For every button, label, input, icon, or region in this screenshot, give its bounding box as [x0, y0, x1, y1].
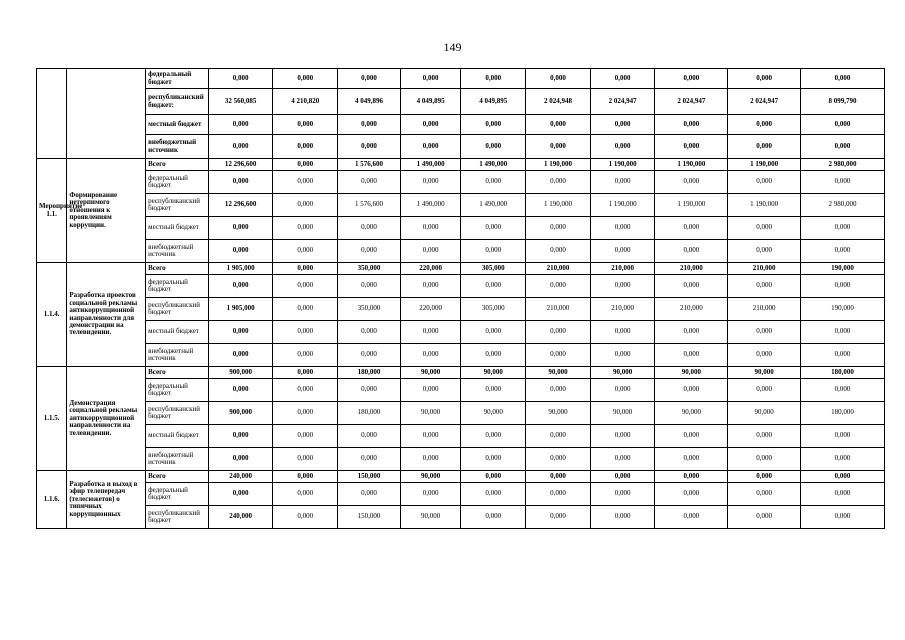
source-cell: внебюджетный источник: [146, 240, 209, 263]
value-cell: 0,000: [655, 135, 728, 159]
value-cell: 0,000: [208, 240, 273, 263]
value-cell: 1 190,000: [728, 159, 801, 171]
value-cell: 4 210,820: [273, 89, 338, 115]
value-cell: 0,000: [273, 159, 338, 171]
value-cell: 0,000: [461, 344, 526, 367]
value-cell: 90,000: [526, 367, 591, 379]
value-cell: 90,000: [728, 402, 801, 425]
value-cell: 12 296,600: [208, 159, 273, 171]
value-cell: 12 296,600: [208, 194, 273, 217]
value-cell: 0,000: [655, 506, 728, 529]
group-title-cell: Демонстрация социальной рекламы антикоррупционной направленности на телевидении.: [67, 367, 146, 471]
value-cell: 0,000: [461, 425, 526, 448]
value-cell: 900,000: [208, 367, 273, 379]
table-row: [37, 344, 885, 367]
value-cell: 0,000: [800, 471, 884, 483]
value-cell: 32 560,085: [208, 89, 273, 115]
value-cell: 2 024,947: [655, 89, 728, 115]
table-row: [37, 379, 885, 402]
value-cell: 0,000: [655, 448, 728, 471]
value-cell: 90,000: [461, 367, 526, 379]
group-title-cell: Разработка проектов социальной рекламы антикоррупционной направленности для демонстрации на телевидении.: [67, 263, 146, 367]
value-cell: 210,000: [728, 263, 801, 275]
table-row: [37, 367, 885, 379]
group-title-cell: Разработка и выход в эфир телепередач (телесюжетов) о типичных коррупционных: [67, 471, 146, 529]
value-cell: 0,000: [273, 275, 338, 298]
value-cell: 1 190,000: [590, 194, 655, 217]
value-cell: 0,000: [728, 344, 801, 367]
value-cell: 0,000: [526, 135, 591, 159]
source-cell: местный бюджет: [146, 115, 209, 135]
table-row: [37, 115, 885, 135]
value-cell: 4 049,895: [400, 89, 461, 115]
value-cell: 0,000: [800, 506, 884, 529]
source-cell: федеральный бюджет: [146, 379, 209, 402]
value-cell: 0,000: [728, 321, 801, 344]
table-row: [37, 194, 885, 217]
value-cell: 90,000: [655, 402, 728, 425]
value-cell: 0,000: [400, 344, 461, 367]
source-cell: республиканский бюджет: [146, 298, 209, 321]
value-cell: 0,000: [208, 171, 273, 194]
value-cell: 240,000: [208, 471, 273, 483]
value-cell: 0,000: [526, 171, 591, 194]
value-cell: 210,000: [526, 298, 591, 321]
value-cell: 0,000: [273, 344, 338, 367]
value-cell: 0,000: [461, 483, 526, 506]
value-cell: 180,000: [800, 367, 884, 379]
value-cell: 0,000: [800, 425, 884, 448]
value-cell: 0,000: [400, 217, 461, 240]
value-cell: 0,000: [400, 171, 461, 194]
table-row: [37, 159, 885, 171]
value-cell: 0,000: [590, 69, 655, 89]
value-cell: 90,000: [400, 367, 461, 379]
table-row: [37, 240, 885, 263]
value-cell: 2 024,947: [728, 89, 801, 115]
value-cell: 0,000: [273, 471, 338, 483]
value-cell: 0,000: [461, 135, 526, 159]
value-cell: 0,000: [273, 506, 338, 529]
value-cell: 0,000: [338, 448, 401, 471]
value-cell: 0,000: [273, 298, 338, 321]
table-row: [37, 506, 885, 529]
value-cell: 0,000: [800, 217, 884, 240]
value-cell: 150,000: [338, 506, 401, 529]
value-cell: 0,000: [526, 379, 591, 402]
value-cell: 0,000: [273, 379, 338, 402]
value-cell: 0,000: [728, 69, 801, 89]
group-code-cell: 1.1.5.: [37, 367, 67, 471]
value-cell: 0,000: [800, 344, 884, 367]
value-cell: 210,000: [655, 298, 728, 321]
value-cell: 90,000: [400, 471, 461, 483]
source-cell: федеральный бюджет: [146, 483, 209, 506]
source-cell: республиканский бюджет: [146, 194, 209, 217]
value-cell: 0,000: [461, 506, 526, 529]
value-cell: 0,000: [728, 171, 801, 194]
value-cell: 1 190,000: [655, 159, 728, 171]
value-cell: 90,000: [400, 506, 461, 529]
value-cell: 0,000: [800, 135, 884, 159]
value-cell: 0,000: [526, 115, 591, 135]
value-cell: 90,000: [728, 367, 801, 379]
value-cell: 0,000: [728, 506, 801, 529]
value-cell: 0,000: [728, 483, 801, 506]
value-cell: 2 024,948: [526, 89, 591, 115]
value-cell: 0,000: [208, 275, 273, 298]
source-cell: местный бюджет: [146, 321, 209, 344]
value-cell: 1 905,000: [208, 298, 273, 321]
value-cell: 0,000: [590, 379, 655, 402]
value-cell: 0,000: [728, 240, 801, 263]
value-cell: 0,000: [590, 448, 655, 471]
value-cell: 0,000: [526, 506, 591, 529]
source-cell: местный бюджет: [146, 425, 209, 448]
value-cell: 0,000: [526, 275, 591, 298]
source-cell: федеральный бюджет: [146, 69, 209, 89]
table-row: [37, 69, 885, 89]
value-cell: 90,000: [590, 402, 655, 425]
value-cell: 0,000: [338, 425, 401, 448]
value-cell: 0,000: [728, 471, 801, 483]
value-cell: 0,000: [655, 321, 728, 344]
value-cell: 0,000: [655, 483, 728, 506]
value-cell: 2 980,000: [800, 194, 884, 217]
value-cell: 0,000: [655, 471, 728, 483]
value-cell: 1 490,000: [400, 194, 461, 217]
table-row: [37, 471, 885, 483]
value-cell: 0,000: [800, 483, 884, 506]
value-cell: 0,000: [461, 171, 526, 194]
value-cell: 180,000: [338, 402, 401, 425]
value-cell: 0,000: [655, 69, 728, 89]
table-row: [37, 217, 885, 240]
value-cell: 0,000: [800, 69, 884, 89]
value-cell: 0,000: [273, 194, 338, 217]
value-cell: 1 190,000: [590, 159, 655, 171]
value-cell: 0,000: [526, 217, 591, 240]
value-cell: 90,000: [400, 402, 461, 425]
value-cell: 0,000: [273, 321, 338, 344]
value-cell: 0,000: [461, 379, 526, 402]
value-cell: 0,000: [526, 471, 591, 483]
value-cell: 0,000: [655, 240, 728, 263]
value-cell: 0,000: [338, 69, 401, 89]
value-cell: 0,000: [590, 425, 655, 448]
value-cell: 0,000: [208, 69, 273, 89]
value-cell: 4 049,895: [461, 89, 526, 115]
value-cell: 0,000: [590, 483, 655, 506]
group-code-cell: 1.1.4.: [37, 263, 67, 367]
value-cell: 1 190,000: [655, 194, 728, 217]
source-cell: федеральный бюджет: [146, 171, 209, 194]
table-row: [37, 298, 885, 321]
value-cell: 0,000: [526, 483, 591, 506]
group-code-cell: 1.1.6.: [37, 471, 67, 529]
value-cell: 0,000: [655, 171, 728, 194]
value-cell: 0,000: [208, 135, 273, 159]
source-cell: местный бюджет: [146, 217, 209, 240]
source-cell: внебюджетный источник: [146, 344, 209, 367]
source-cell: Всего: [146, 263, 209, 275]
value-cell: 0,000: [590, 115, 655, 135]
table-row: [37, 321, 885, 344]
value-cell: 0,000: [590, 171, 655, 194]
value-cell: 0,000: [526, 448, 591, 471]
value-cell: 0,000: [655, 344, 728, 367]
value-cell: 0,000: [208, 379, 273, 402]
source-cell: республиканский бюджет:: [146, 89, 209, 115]
table-row: [37, 135, 885, 159]
budget-table: [36, 68, 885, 529]
value-cell: 0,000: [273, 448, 338, 471]
value-cell: 0,000: [461, 217, 526, 240]
value-cell: 210,000: [655, 263, 728, 275]
value-cell: 0,000: [208, 483, 273, 506]
value-cell: 180,000: [338, 367, 401, 379]
value-cell: 0,000: [655, 379, 728, 402]
source-cell: Всего: [146, 159, 209, 171]
value-cell: 0,000: [400, 115, 461, 135]
value-cell: 0,000: [728, 448, 801, 471]
value-cell: 2 980,000: [800, 159, 884, 171]
value-cell: 0,000: [338, 321, 401, 344]
value-cell: 0,000: [461, 321, 526, 344]
value-cell: 0,000: [461, 115, 526, 135]
source-cell: внебюджетный источник: [146, 448, 209, 471]
value-cell: 0,000: [590, 217, 655, 240]
value-cell: 0,000: [655, 115, 728, 135]
value-cell: 0,000: [400, 425, 461, 448]
value-cell: 0,000: [400, 379, 461, 402]
value-cell: 1 190,000: [526, 159, 591, 171]
value-cell: 0,000: [728, 379, 801, 402]
source-cell: республиканский бюджет: [146, 506, 209, 529]
value-cell: 190,000: [800, 263, 884, 275]
value-cell: 0,000: [400, 135, 461, 159]
value-cell: 0,000: [728, 425, 801, 448]
value-cell: 0,000: [655, 425, 728, 448]
value-cell: 0,000: [526, 240, 591, 263]
value-cell: 210,000: [590, 298, 655, 321]
value-cell: 0,000: [338, 240, 401, 263]
value-cell: 0,000: [800, 321, 884, 344]
source-cell: республиканский бюджет: [146, 402, 209, 425]
value-cell: 90,000: [461, 402, 526, 425]
value-cell: 0,000: [338, 217, 401, 240]
value-cell: 0,000: [526, 425, 591, 448]
value-cell: 0,000: [338, 115, 401, 135]
value-cell: 0,000: [728, 275, 801, 298]
value-cell: 0,000: [208, 115, 273, 135]
value-cell: 0,000: [273, 402, 338, 425]
value-cell: 0,000: [208, 344, 273, 367]
value-cell: 0,000: [400, 240, 461, 263]
source-cell: Всего: [146, 367, 209, 379]
value-cell: 0,000: [800, 240, 884, 263]
value-cell: 1 190,000: [526, 194, 591, 217]
value-cell: 0,000: [273, 240, 338, 263]
value-cell: 0,000: [208, 321, 273, 344]
value-cell: 0,000: [273, 135, 338, 159]
value-cell: 1 490,000: [461, 194, 526, 217]
value-cell: 0,000: [526, 69, 591, 89]
table-row: [37, 425, 885, 448]
value-cell: 0,000: [400, 448, 461, 471]
value-cell: 0,000: [590, 135, 655, 159]
source-cell: Всего: [146, 471, 209, 483]
value-cell: 0,000: [338, 275, 401, 298]
value-cell: 4 049,896: [338, 89, 401, 115]
value-cell: 0,000: [208, 448, 273, 471]
value-cell: 2 024,947: [590, 89, 655, 115]
value-cell: 1 490,000: [461, 159, 526, 171]
value-cell: 0,000: [273, 217, 338, 240]
group-title-cell: Формирование нетерпимого отношения к проявлениям коррупции.: [67, 159, 146, 263]
table-row: [37, 275, 885, 298]
table-row: [37, 263, 885, 275]
value-cell: 0,000: [590, 321, 655, 344]
value-cell: 0,000: [461, 471, 526, 483]
value-cell: 0,000: [526, 344, 591, 367]
value-cell: 220,000: [400, 298, 461, 321]
table-row: [37, 402, 885, 425]
table-row: [37, 89, 885, 115]
value-cell: 0,000: [273, 367, 338, 379]
page-number: 149: [443, 40, 462, 54]
value-cell: 0,000: [590, 506, 655, 529]
value-cell: 0,000: [400, 275, 461, 298]
value-cell: 305,000: [461, 263, 526, 275]
value-cell: 1 576,600: [338, 159, 401, 171]
value-cell: 0,000: [273, 263, 338, 275]
value-cell: 0,000: [655, 275, 728, 298]
value-cell: 0,000: [338, 344, 401, 367]
source-cell: внебюджетный источник: [146, 135, 209, 159]
value-cell: 0,000: [526, 321, 591, 344]
value-cell: 0,000: [800, 171, 884, 194]
value-cell: 350,000: [338, 298, 401, 321]
cont-title-cell: [67, 69, 146, 159]
value-cell: 1 905,000: [208, 263, 273, 275]
group-code-cell: Мероприятие 1.1.: [37, 159, 67, 263]
value-cell: 1 490,000: [400, 159, 461, 171]
value-cell: 90,000: [590, 367, 655, 379]
value-cell: 0,000: [728, 115, 801, 135]
value-cell: 0,000: [590, 344, 655, 367]
table-row: [37, 448, 885, 471]
value-cell: 0,000: [655, 217, 728, 240]
value-cell: 0,000: [728, 135, 801, 159]
value-cell: 0,000: [800, 379, 884, 402]
value-cell: 0,000: [400, 483, 461, 506]
value-cell: 0,000: [590, 240, 655, 263]
value-cell: 90,000: [526, 402, 591, 425]
value-cell: 0,000: [461, 448, 526, 471]
value-cell: 210,000: [590, 263, 655, 275]
value-cell: 0,000: [273, 425, 338, 448]
value-cell: 210,000: [728, 298, 801, 321]
value-cell: 90,000: [655, 367, 728, 379]
value-cell: 180,000: [800, 402, 884, 425]
value-cell: 0,000: [800, 115, 884, 135]
value-cell: 190,000: [800, 298, 884, 321]
source-cell: федеральный бюджет: [146, 275, 209, 298]
value-cell: 0,000: [400, 69, 461, 89]
value-cell: 900,000: [208, 402, 273, 425]
value-cell: 0,000: [273, 171, 338, 194]
value-cell: 210,000: [526, 263, 591, 275]
value-cell: 0,000: [800, 448, 884, 471]
value-cell: 0,000: [338, 171, 401, 194]
value-cell: 0,000: [273, 483, 338, 506]
value-cell: 0,000: [400, 321, 461, 344]
value-cell: 0,000: [728, 217, 801, 240]
value-cell: 150,000: [338, 471, 401, 483]
table-row: [37, 171, 885, 194]
value-cell: 0,000: [273, 69, 338, 89]
value-cell: 1 190,000: [728, 194, 801, 217]
value-cell: 350,000: [338, 263, 401, 275]
value-cell: 0,000: [590, 275, 655, 298]
value-cell: 0,000: [338, 135, 401, 159]
value-cell: 0,000: [208, 425, 273, 448]
value-cell: 0,000: [800, 275, 884, 298]
value-cell: 1 576,600: [338, 194, 401, 217]
value-cell: 0,000: [461, 69, 526, 89]
value-cell: 0,000: [590, 471, 655, 483]
value-cell: 220,000: [400, 263, 461, 275]
table-row: [37, 483, 885, 506]
value-cell: 0,000: [338, 379, 401, 402]
value-cell: 240,000: [208, 506, 273, 529]
cont-code-cell: [37, 69, 67, 159]
value-cell: 0,000: [208, 217, 273, 240]
value-cell: 0,000: [461, 240, 526, 263]
value-cell: 8 099,790: [800, 89, 884, 115]
value-cell: 0,000: [338, 483, 401, 506]
value-cell: 0,000: [461, 275, 526, 298]
value-cell: 0,000: [273, 115, 338, 135]
value-cell: 305,000: [461, 298, 526, 321]
